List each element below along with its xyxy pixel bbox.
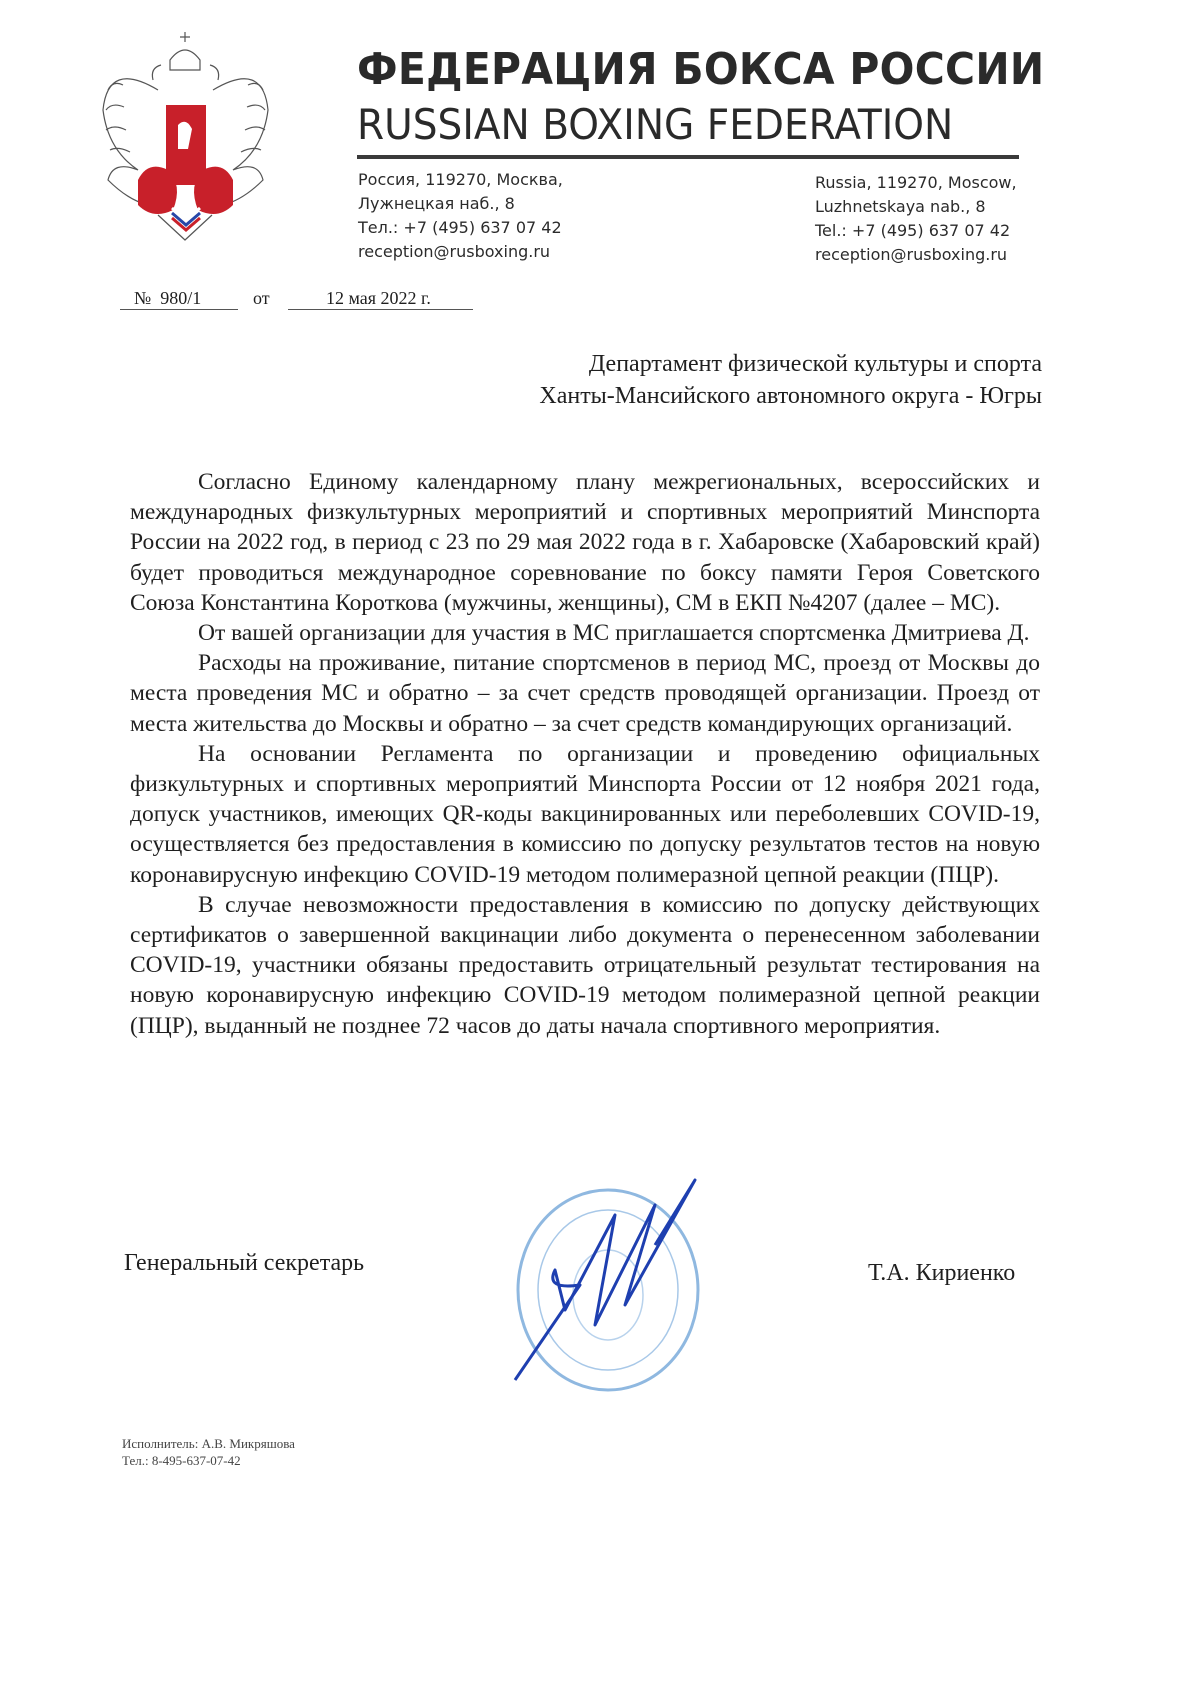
address-ru bbox=[358, 168, 563, 264]
email: reception@rusboxing.ru bbox=[815, 245, 1008, 264]
address-line: Лужнецкая наб., 8 bbox=[358, 194, 515, 213]
recipient bbox=[539, 348, 1042, 412]
paragraph: Согласно Единому календарному плану межрегиональных, всероссийских и международных физкультурных мероприятий и спортивных мероприятий Минспорта России на 2022 год, в период с 23 по 29 мая 2022 года в г. Хабаровске (Хабаровский край) будет проводиться международное соревнование по боксу памяти Героя Советского Союза Константина Короткова (мужчины, женщины), СМ в ЕКП №4207 (далее – МС). bbox=[130, 469, 1040, 616]
signature-icon bbox=[505, 1175, 705, 1385]
paragraph: Расходы на проживание, питание спортсменов в период МС, проезд от Москвы до места проведения МС и обратно – за счет средств проводящей организации. Проезд от места жительства до Москвы и обратно – за счет средств командирующих организаций. bbox=[130, 650, 1040, 737]
paragraph: На основании Регламента по организации и проведению официальных физкультурных и спортивных мероприятий Минспорта России от 12 ноября 2021 года, допуск участников, имеющих QR-коды вакцинированных или переболевших COVID-19, осуществляется без предоставления в комиссию по допуску результатов тестов на новую коронавирусную инфекцию COVID-19 методом полимеразной цепной реакции (ПЦР). bbox=[130, 740, 1040, 888]
recipient-line: Ханты-Мансийского автономного округа - Югры bbox=[539, 383, 1042, 409]
phone: Тел.: +7 (495) 637 07 42 bbox=[358, 218, 562, 237]
address-line: Russia, 119270, Moscow, bbox=[815, 173, 1017, 192]
paragraph: В случае невозможности предоставления в комиссию по допуску действующих сертификатов о завершенной вакцинации либо документа о перенесенном заболевании COVID-19, участники обязаны предоставить отрицательный результат тестирования на новую коронавирусную инфекцию COVID-19 методом полимеразной цепной реакции (ПЦР), выданный не позднее 72 часов до даты начала спортивного мероприятия. bbox=[130, 891, 1040, 1039]
from-label: от bbox=[253, 288, 270, 308]
signatory-role: Генеральный секретарь bbox=[124, 1250, 365, 1276]
executor-phone: Тел.: 8-495-637-07-42 bbox=[122, 1453, 241, 1468]
registration-number-field bbox=[120, 288, 238, 310]
letter-body bbox=[130, 467, 1040, 1041]
registration-date-field bbox=[288, 288, 473, 310]
registration-date: 12 мая 2022 г. bbox=[326, 288, 431, 308]
letterhead-title-ru: ФЕДЕРАЦИЯ БОКСА РОССИИ bbox=[357, 44, 1045, 95]
recipient-line: Департамент физической культуры и спорта bbox=[588, 351, 1042, 377]
phone: Tel.: +7 (495) 637 07 42 bbox=[815, 221, 1011, 240]
address-line: Luzhnetskaya nab., 8 bbox=[815, 197, 986, 216]
registration-number: 980/1 bbox=[160, 288, 202, 308]
paragraph: От вашей организации для участия в МС приглашается спортсменка Дмитриева Д. bbox=[198, 620, 1030, 647]
executor-info bbox=[122, 1435, 295, 1469]
email: reception@rusboxing.ru bbox=[358, 242, 551, 261]
number-label: № bbox=[134, 288, 152, 308]
signatory-name: Т.А. Кириенко bbox=[868, 1260, 1016, 1286]
address-en bbox=[815, 171, 1017, 267]
letterhead-title-en: RUSSIAN BOXING FEDERATION bbox=[357, 100, 954, 149]
federation-emblem-icon bbox=[98, 30, 273, 245]
executor-name: Исполнитель: А.В. Микряшова bbox=[122, 1436, 295, 1451]
letterhead-divider bbox=[357, 155, 1019, 159]
address-line: Россия, 119270, Москва, bbox=[358, 170, 563, 189]
